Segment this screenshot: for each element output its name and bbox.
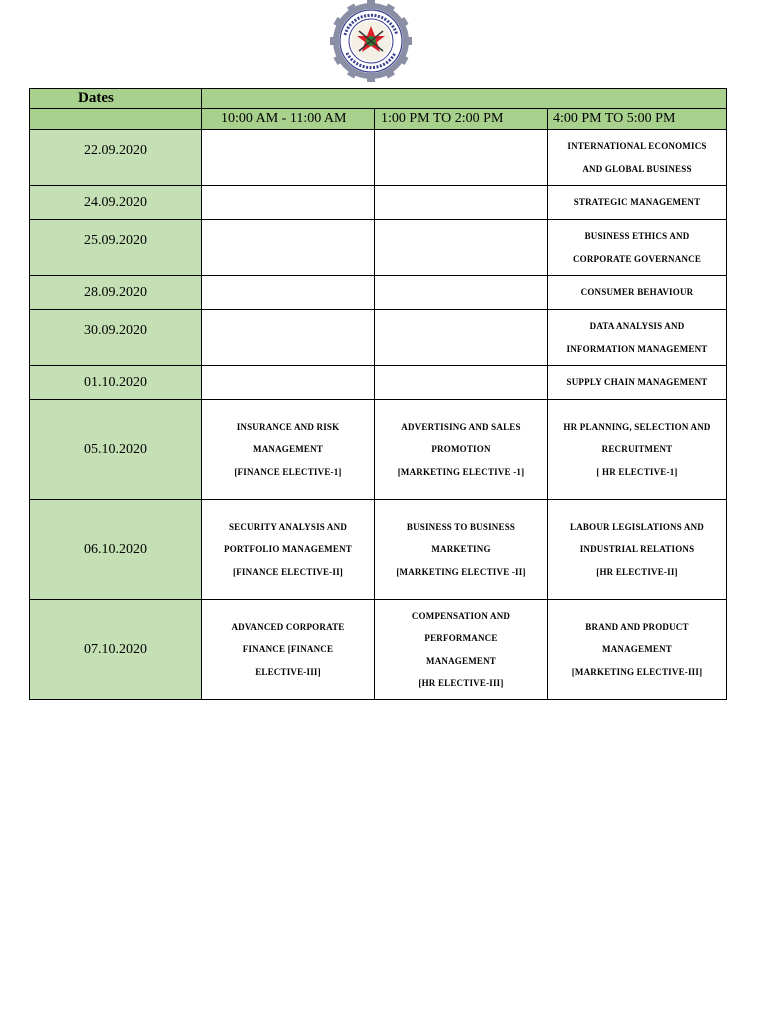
subject-line: [FINANCE ELECTIVE-1] [234, 466, 342, 477]
schedule-row [30, 130, 727, 186]
exam-timetable [29, 88, 727, 700]
subject-line: FINANCE [FINANCE [242, 644, 334, 655]
subject-line: [FINANCE ELECTIVE-II] [233, 566, 343, 577]
subject-line: CORPORATE GOVERNANCE [572, 253, 702, 264]
subject-line: COMPENSATION AND [411, 610, 511, 621]
subject-line: DATA ANALYSIS AND [589, 321, 685, 331]
subject-line: LABOUR LEGISLATIONS AND [570, 521, 704, 532]
exam-date: 28.09.2020 [30, 276, 202, 310]
header-row [30, 89, 727, 109]
slot-row [30, 109, 727, 130]
subject-cell-slot-1 [202, 310, 375, 366]
slot-1-header: 10:00 AM - 11:00 AM [202, 109, 375, 130]
subject-line: [MARKETING ELECTIVE -1] [397, 466, 525, 477]
schedule-row [30, 400, 727, 500]
subject-cell-slot-2 [375, 186, 548, 220]
exam-date: 06.10.2020 [30, 500, 202, 600]
subject-line: AND GLOBAL BUSINESS [582, 163, 692, 174]
subject-line: BUSINESS ETHICS AND [584, 231, 690, 241]
subject-cell-slot-2 [375, 276, 548, 310]
exam-date: 25.09.2020 [30, 220, 202, 276]
subject-cell-slot-3 [548, 600, 727, 700]
subject-cell-slot-2 [375, 600, 548, 700]
schedule-row [30, 500, 727, 600]
subject-cell-slot-2 [375, 400, 548, 500]
subject-cell-slot-1 [202, 220, 375, 276]
schedule-row [30, 366, 727, 400]
subject-line: SUPPLY CHAIN MANAGEMENT [566, 377, 708, 388]
subject-cell-slot-2 [375, 500, 548, 600]
subject-line: PROMOTION [431, 444, 491, 455]
subject-line: INFORMATION MANAGEMENT [566, 343, 708, 354]
subject-line: RECRUITMENT [601, 444, 673, 455]
subject-line: MANAGEMENT [602, 644, 672, 655]
subject-line: INSURANCE AND RISK [236, 421, 340, 432]
slot-corner [30, 109, 202, 130]
exam-date: 07.10.2020 [30, 600, 202, 700]
exam-date: 01.10.2020 [30, 366, 202, 400]
subject-line: CONSUMER BEHAVIOUR [580, 287, 694, 298]
subject-line: MANAGEMENT [426, 655, 496, 666]
subject-line: PERFORMANCE [424, 633, 498, 643]
slot-3-header: 4:00 PM TO 5:00 PM [548, 109, 727, 130]
slot-2-header: 1:00 PM TO 2:00 PM [375, 109, 548, 130]
subject-line: INDUSTRIAL RELATIONS [579, 544, 695, 555]
subject-cell-slot-1 [202, 186, 375, 220]
subject-line: BRAND AND PRODUCT [585, 621, 689, 632]
subject-line: INTERNATIONAL ECONOMICS [567, 141, 707, 151]
subject-line: ADVERTISING AND SALES [401, 421, 521, 432]
institute-logo-icon [325, 0, 417, 82]
subject-line: ELECTIVE-III] [255, 666, 321, 677]
subject-cell-slot-2 [375, 130, 548, 186]
schedule-row [30, 220, 727, 276]
subject-line: MANAGEMENT [253, 444, 323, 455]
subject-cell-slot-3 [548, 400, 727, 500]
schedule-row [30, 600, 727, 700]
subject-cell-slot-2 [375, 310, 548, 366]
header-spacer [202, 89, 727, 109]
subject-line: STRATEGIC MANAGEMENT [573, 197, 701, 208]
subject-line: [HR ELECTIVE-III] [418, 678, 504, 688]
subject-line: MARKETING [431, 544, 491, 555]
exam-date: 05.10.2020 [30, 400, 202, 500]
subject-cell-slot-2 [375, 220, 548, 276]
subject-cell-slot-1 [202, 500, 375, 600]
subject-line: ADVANCED CORPORATE [231, 621, 345, 632]
subject-line: BUSINESS TO BUSINESS [406, 521, 516, 532]
schedule-row [30, 186, 727, 220]
subject-cell-slot-1 [202, 276, 375, 310]
subject-cell-slot-3 [548, 500, 727, 600]
dates-header: Dates [30, 89, 202, 109]
subject-cell-slot-1 [202, 400, 375, 500]
subject-cell-slot-2 [375, 366, 548, 400]
subject-line: [MARKETING ELECTIVE -II] [396, 566, 526, 577]
exam-date: 22.09.2020 [30, 130, 202, 186]
subject-cell-slot-3 [548, 310, 727, 366]
subject-cell-slot-3 [548, 220, 727, 276]
subject-line: HR PLANNING, SELECTION AND [563, 421, 711, 432]
subject-cell-slot-1 [202, 366, 375, 400]
subject-line: [MARKETING ELECTIVE-III] [571, 666, 703, 677]
schedule-row [30, 310, 727, 366]
subject-cell-slot-3 [548, 276, 727, 310]
subject-line: [HR ELECTIVE-II] [596, 566, 678, 577]
exam-date: 24.09.2020 [30, 186, 202, 220]
schedule-row [30, 276, 727, 310]
subject-cell-slot-1 [202, 600, 375, 700]
subject-cell-slot-3 [548, 130, 727, 186]
subject-cell-slot-3 [548, 186, 727, 220]
subject-line: [ HR ELECTIVE-1] [596, 466, 678, 477]
exam-date: 30.09.2020 [30, 310, 202, 366]
subject-line: PORTFOLIO MANAGEMENT [224, 544, 352, 555]
subject-cell-slot-1 [202, 130, 375, 186]
subject-cell-slot-3 [548, 366, 727, 400]
subject-line: SECURITY ANALYSIS AND [228, 521, 348, 532]
